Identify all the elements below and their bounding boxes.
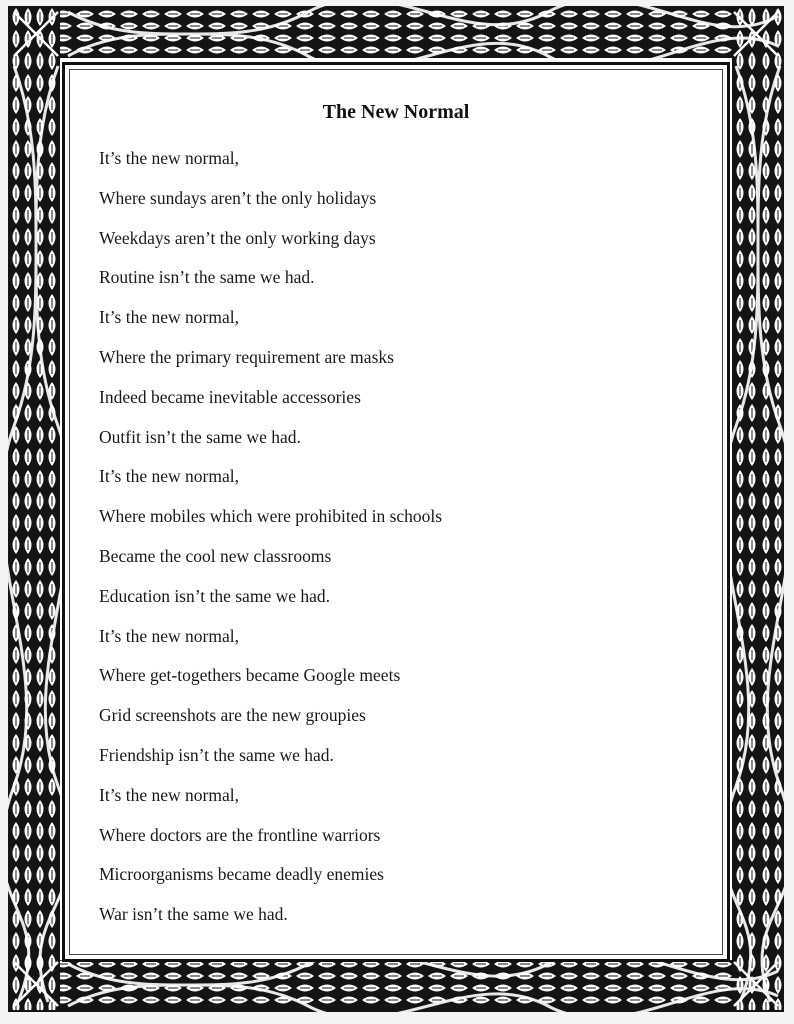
poem-line: Where get-togethers became Google meets [99, 665, 401, 686]
poem-panel [62, 62, 730, 962]
poem-line: Friendship isn’t the same we had. [99, 744, 334, 765]
poem-line: Weekdays aren’t the only working days [99, 227, 376, 248]
poem-line: It’s the new normal, [99, 148, 239, 168]
poem-line: Routine isn’t the same we had. [99, 267, 315, 288]
poem-line: It’s the new normal, [99, 466, 239, 487]
poem-line: Where the primary requirement are masks [99, 346, 394, 367]
poem-lines [99, 147, 442, 943]
poem-line: Education isn’t the same we had. [99, 585, 331, 606]
poem-line: Microorganisms became deadly enemies [99, 864, 384, 885]
poem-line: Grid screenshots are the new groupies [99, 705, 366, 726]
poem-title: The New Normal [322, 101, 470, 123]
poem-line: It’s the new normal, [99, 307, 239, 328]
poem-line: Outfit isn’t the same we had. [99, 426, 301, 447]
poem-line: Where mobiles which were prohibited in schools [99, 506, 443, 527]
poem-line: Where doctors are the frontline warriors [99, 824, 381, 845]
poem-line: Indeed became inevitable accessories [99, 386, 361, 407]
poem-line: It’s the new normal, [99, 784, 239, 805]
poem-line: Where sundays aren’t the only holidays [99, 187, 377, 208]
poem-line: War isn’t the same we had. [99, 904, 288, 925]
poem-line: Became the cool new classrooms [99, 545, 332, 566]
poem-line: It’s the new normal, [99, 625, 239, 646]
